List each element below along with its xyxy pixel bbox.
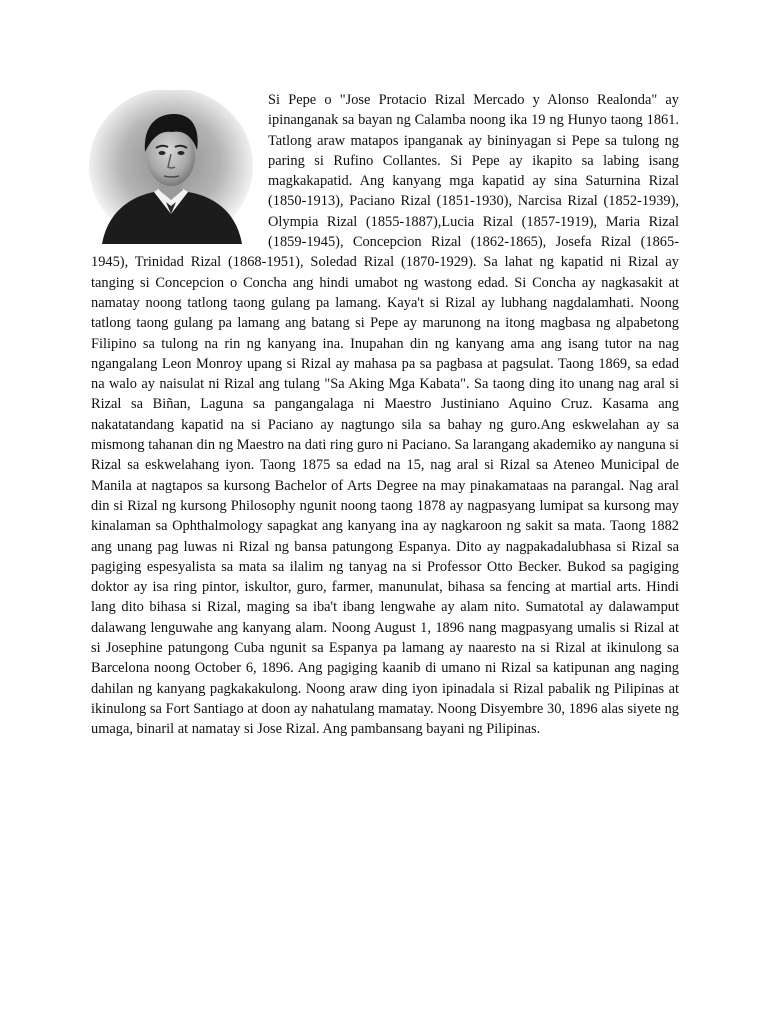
portrait-photo-icon bbox=[88, 90, 254, 244]
biography-text: Si Pepe o "Jose Protacio Rizal Mercado y Alonso Realonda" ay ipinanganak sa bayan ng Calamba noong ika 19 ng Hunyo taong 1861. Tatlong araw matapos ipanganak ay bininyagan si Pepe sa tulong ng paring si Rufino Collantes. Si Pepe ay ikapito sa labing isang magkakapatid. Ang kanyang mga kapatid ay sina Saturnina Rizal (1850-1913), Paciano Rizal (1851-1930), Narcisa Rizal (1852-1939), Olympia Rizal (1855-1887),Lucia Rizal (1857-1919), Maria Rizal (1859-1945), Concepcion Rizal (1862-1865), Josefa Rizal (1865-1945), Trinidad Rizal (1868-1951), Soledad Rizal (1870-1929). Sa lahat ng kapatid ni Rizal ay tanging si Concepcion o Concha ang hindi umabot ng wastong edad. Si Concha ay nagkasakit at namatay noong tatlong taong gulang pa lamang. Kaya't si Rizal ay lubhang nagdalamhati. Noong tatlong taong gulang pa lamang ang batang si Pepe ay marunong na itong magbasa ng alpabetong Filipino sa tulong na rin ng kanyang ina. Inupahan din ng kanyang ama ang isang tutor na nag ngangalang Leon Monroy upang si Rizal ay mahasa pa sa pagbasa at pagsulat. Taong 1869, sa edad na walo ay naisulat ni Rizal ang tulang "Sa Aking Mga Kabata". Sa taong ding ito unang nag aral si Rizal sa Biñan, Laguna sa pangangalaga ni Maestro Justiniano Aquino Cruz. Kasama ang nakatatandang kapatid na si Paciano ay nagtungo sila sa bahay ng guro.Ang eskwelahan ay sa mismong tahanan din ng Maestro na dati ring guro ni Paciano. Sa larangang akademiko ay nanguna si Rizal sa eskwelahang iyon. Taong 1875 sa edad na 15, nag aral si Rizal sa Ateneo Municipal de Manila at nagtapos sa kursong Bachelor of Arts Degree na may pinakamataas na parangal. Nag aral din si Rizal ng kursong Philosophy ngunit noong taong 1878 ay nagpasyang lumipat sa kursong may kinalaman sa Ophthalmology sapagkat ang kanyang ina ay nagkaroon ng sakit sa mata. Taong 1882 ang unang pag luwas ni Rizal ng bansa patungong Espanya. Dito ay nagpakadalubhasa si Rizal sa pagiging espesyalista sa mata sa ilalim ng tanyag na si Professor Otto Becker. Bukod sa pagiging doktor ay isa ring pintor, iskultor, guro, farmer, manunulat, bihasa sa fencing at martial arts. Hindi lang dito bihasa si Rizal, maging sa iba't ibang lengwahe ay alam nito. Sumatotal ay dalawamput dalawang lenguwahe ang kanyang alam. Noong August 1, 1896 nang magpasyang umalis si Rizal at si Josephine patungong Cuba ngunit sa Espanya pa lamang ay naaresto na si Rizal at ikinulong sa Barcelona noong October 6, 1896. Ang pagiging kaanib di umano ni Rizal sa katipunan ang naging dahilan ng kanyang pagkakakulong. Noong araw ding iyon ipinadala si Rizal pabalik ng Pilipinas at ikinulong sa Fort Santiago at doon ay nahatulang mamatay. Noong Disyembre 30, 1896 alas siyete ng umaga, binaril at namatay si Jose Rizal. Ang pambansang bayani ng Pilipinas. bbox=[91, 92, 679, 738]
document-content bbox=[91, 90, 679, 740]
